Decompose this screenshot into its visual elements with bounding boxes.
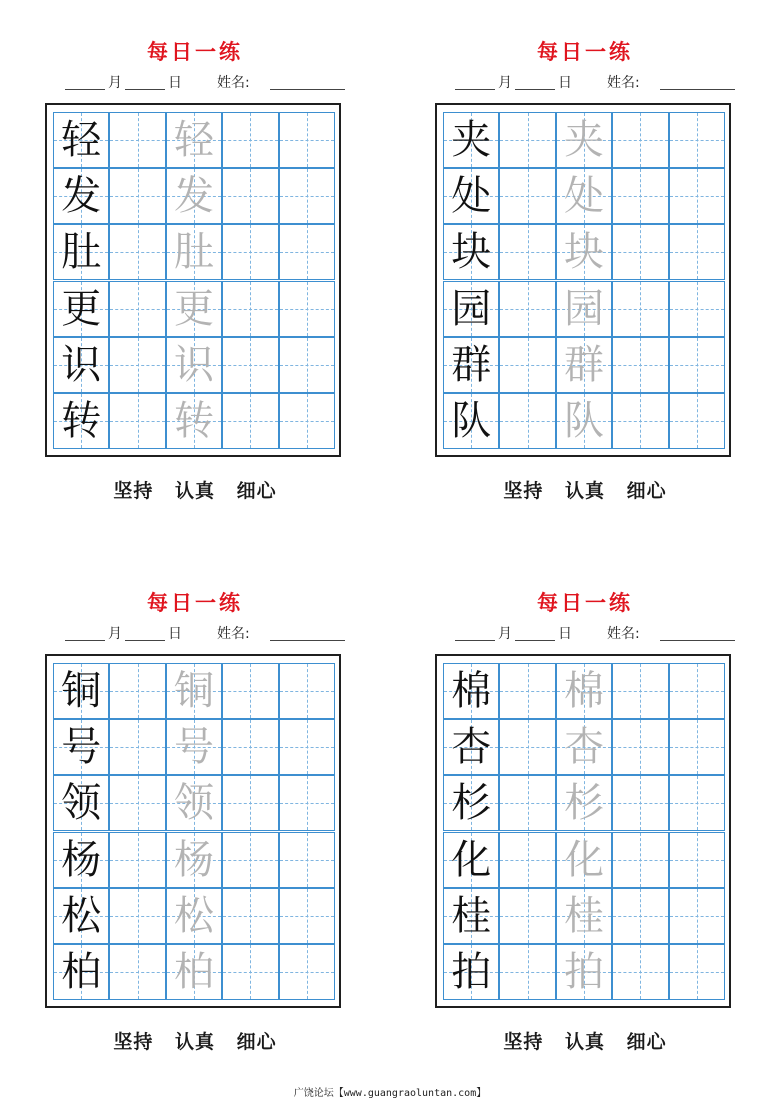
tian-grid-cell[interactable] bbox=[109, 832, 165, 888]
cell-guide-horizontal bbox=[613, 972, 667, 973]
writing-grid bbox=[435, 654, 731, 1008]
tian-grid-cell[interactable] bbox=[109, 775, 165, 831]
trace-character: 肚 bbox=[173, 229, 214, 276]
cell-guide-horizontal bbox=[613, 252, 667, 253]
name-label: 姓名: bbox=[217, 626, 250, 642]
trace-character: 棉 bbox=[563, 668, 604, 715]
tian-grid-cell bbox=[53, 112, 109, 168]
tian-grid-cell bbox=[53, 775, 109, 831]
trace-character: 杨 bbox=[173, 836, 214, 883]
trace-character: 轻 bbox=[173, 117, 214, 164]
cell-guide-horizontal bbox=[500, 747, 554, 748]
tian-grid-cell bbox=[556, 112, 612, 168]
tian-grid-cell[interactable] bbox=[669, 112, 725, 168]
date-name-line bbox=[65, 623, 355, 643]
tian-grid-cell[interactable] bbox=[279, 719, 335, 775]
tian-grid-cell bbox=[443, 663, 499, 719]
month-blank[interactable] bbox=[455, 89, 495, 90]
tian-grid-cell[interactable] bbox=[669, 168, 725, 224]
tian-grid-cell[interactable] bbox=[612, 224, 668, 280]
tian-grid-cell bbox=[443, 832, 499, 888]
tian-grid-cell[interactable] bbox=[222, 393, 278, 449]
cell-guide-horizontal bbox=[110, 365, 164, 366]
tian-grid-cell[interactable] bbox=[669, 393, 725, 449]
name-blank[interactable] bbox=[270, 89, 345, 90]
cell-guide-horizontal bbox=[613, 747, 667, 748]
trace-character: 块 bbox=[563, 229, 604, 276]
tian-grid-cell[interactable] bbox=[499, 832, 555, 888]
cell-guide-horizontal bbox=[613, 916, 667, 917]
tian-grid-cell bbox=[556, 281, 612, 337]
motto: 坚持 认真 细心 bbox=[503, 1031, 667, 1053]
cell-guide-horizontal bbox=[110, 252, 164, 253]
tian-grid-cell bbox=[443, 281, 499, 337]
model-character: 块 bbox=[451, 229, 492, 276]
cell-guide-horizontal bbox=[280, 309, 334, 310]
tian-grid-cell[interactable] bbox=[669, 663, 725, 719]
tian-grid-cell[interactable] bbox=[499, 281, 555, 337]
cell-guide-horizontal bbox=[280, 140, 334, 141]
model-character: 化 bbox=[451, 836, 492, 883]
tian-grid-cell bbox=[443, 719, 499, 775]
cell-guide-horizontal bbox=[500, 140, 554, 141]
date-name-line bbox=[455, 72, 745, 92]
tian-grid-cell bbox=[53, 663, 109, 719]
practice-sheet bbox=[45, 0, 345, 502]
model-character: 夹 bbox=[451, 117, 492, 164]
model-character: 轻 bbox=[61, 117, 102, 164]
trace-character: 群 bbox=[563, 341, 604, 388]
tian-grid-cell[interactable] bbox=[612, 393, 668, 449]
trace-character: 化 bbox=[563, 836, 604, 883]
cell-guide-horizontal bbox=[500, 421, 554, 422]
cell-guide-horizontal bbox=[613, 860, 667, 861]
tian-grid-cell[interactable] bbox=[109, 719, 165, 775]
tian-grid-cell bbox=[443, 112, 499, 168]
tian-grid-cell[interactable] bbox=[499, 112, 555, 168]
tian-grid-cell[interactable] bbox=[499, 337, 555, 393]
cell-guide-horizontal bbox=[223, 196, 277, 197]
tian-grid-cell bbox=[556, 832, 612, 888]
cell-guide-horizontal bbox=[280, 916, 334, 917]
tian-grid-cell[interactable] bbox=[279, 224, 335, 280]
cell-guide-horizontal bbox=[613, 421, 667, 422]
month-blank[interactable] bbox=[65, 89, 105, 90]
practice-sheet bbox=[435, 0, 735, 502]
trace-character: 转 bbox=[173, 397, 214, 444]
model-character: 柏 bbox=[61, 948, 102, 995]
tian-grid-cell[interactable] bbox=[109, 393, 165, 449]
tian-grid-cell[interactable] bbox=[279, 168, 335, 224]
tian-grid-cell bbox=[53, 944, 109, 1000]
trace-character: 识 bbox=[173, 341, 214, 388]
tian-grid-cell[interactable] bbox=[222, 224, 278, 280]
cell-guide-horizontal bbox=[110, 140, 164, 141]
cell-guide-horizontal bbox=[670, 972, 724, 973]
cell-guide-horizontal bbox=[223, 916, 277, 917]
month-label: 月 bbox=[108, 75, 122, 91]
tian-grid-cell[interactable] bbox=[222, 719, 278, 775]
writing-grid bbox=[45, 654, 341, 1008]
motto: 坚持 认真 细心 bbox=[113, 480, 277, 502]
cell-guide-horizontal bbox=[280, 421, 334, 422]
model-character: 肚 bbox=[61, 229, 102, 276]
motto: 坚持 认真 细心 bbox=[503, 480, 667, 502]
tian-grid-cell[interactable] bbox=[612, 281, 668, 337]
model-character: 园 bbox=[451, 285, 492, 332]
trace-character: 发 bbox=[173, 173, 214, 220]
month-blank[interactable] bbox=[455, 640, 495, 641]
trace-character: 园 bbox=[563, 285, 604, 332]
tian-grid-cell[interactable] bbox=[279, 775, 335, 831]
trace-character: 领 bbox=[173, 780, 214, 827]
name-label: 姓名: bbox=[217, 75, 250, 91]
month-label: 月 bbox=[108, 626, 122, 642]
trace-character: 杏 bbox=[563, 724, 604, 771]
tian-grid-cell bbox=[53, 224, 109, 280]
tian-grid-cell[interactable] bbox=[109, 337, 165, 393]
cell-guide-horizontal bbox=[110, 803, 164, 804]
cell-guide-horizontal bbox=[613, 309, 667, 310]
tian-grid-cell bbox=[53, 168, 109, 224]
sheet-title: 每日一练 bbox=[147, 40, 243, 64]
cell-guide-horizontal bbox=[223, 140, 277, 141]
cell-guide-horizontal bbox=[280, 860, 334, 861]
cell-guide-horizontal bbox=[670, 860, 724, 861]
tian-grid-cell bbox=[166, 112, 222, 168]
cell-guide-horizontal bbox=[280, 196, 334, 197]
model-character: 棉 bbox=[451, 668, 492, 715]
practice-sheet bbox=[435, 551, 735, 1053]
cell-guide-horizontal bbox=[670, 691, 724, 692]
tian-grid-cell[interactable] bbox=[499, 944, 555, 1000]
cell-guide-horizontal bbox=[110, 747, 164, 748]
cell-guide-horizontal bbox=[280, 365, 334, 366]
day-label: 日 bbox=[168, 75, 182, 91]
cell-guide-horizontal bbox=[223, 309, 277, 310]
cell-guide-horizontal bbox=[670, 803, 724, 804]
cell-guide-horizontal bbox=[500, 309, 554, 310]
tian-grid-cell[interactable] bbox=[669, 337, 725, 393]
cell-guide-horizontal bbox=[670, 365, 724, 366]
model-character: 杉 bbox=[451, 780, 492, 827]
tian-grid-cell bbox=[443, 224, 499, 280]
tian-grid-cell[interactable] bbox=[612, 337, 668, 393]
cell-guide-horizontal bbox=[613, 140, 667, 141]
name-blank[interactable] bbox=[660, 640, 735, 641]
tian-grid-cell[interactable] bbox=[279, 832, 335, 888]
trace-character: 队 bbox=[563, 397, 604, 444]
cell-guide-horizontal bbox=[223, 747, 277, 748]
month-label: 月 bbox=[498, 75, 512, 91]
tian-grid-cell[interactable] bbox=[669, 775, 725, 831]
tian-grid-cell[interactable] bbox=[279, 888, 335, 944]
model-character: 更 bbox=[61, 285, 102, 332]
tian-grid-cell[interactable] bbox=[499, 775, 555, 831]
model-character: 领 bbox=[61, 780, 102, 827]
day-blank[interactable] bbox=[125, 640, 165, 641]
cell-guide-horizontal bbox=[280, 972, 334, 973]
model-character: 群 bbox=[451, 341, 492, 388]
tian-grid-cell bbox=[556, 224, 612, 280]
name-label: 姓名: bbox=[607, 626, 640, 642]
tian-grid-cell bbox=[443, 393, 499, 449]
tian-grid-cell bbox=[556, 663, 612, 719]
tian-grid-cell bbox=[53, 888, 109, 944]
trace-character: 柏 bbox=[173, 948, 214, 995]
model-character: 杏 bbox=[451, 724, 492, 771]
trace-character: 夹 bbox=[563, 117, 604, 164]
cell-guide-horizontal bbox=[280, 252, 334, 253]
practice-sheet bbox=[45, 551, 345, 1053]
model-character: 杨 bbox=[61, 836, 102, 883]
cell-guide-horizontal bbox=[280, 691, 334, 692]
tian-grid-cell[interactable] bbox=[222, 112, 278, 168]
cell-guide-horizontal bbox=[223, 691, 277, 692]
cell-guide-horizontal bbox=[670, 309, 724, 310]
date-name-line bbox=[455, 623, 745, 643]
tian-grid-cell[interactable] bbox=[109, 663, 165, 719]
model-character: 队 bbox=[451, 397, 492, 444]
tian-grid-cell[interactable] bbox=[109, 224, 165, 280]
tian-grid-cell bbox=[166, 337, 222, 393]
tian-grid-cell[interactable] bbox=[109, 281, 165, 337]
cell-guide-horizontal bbox=[670, 916, 724, 917]
tian-grid-cell[interactable] bbox=[612, 888, 668, 944]
day-blank[interactable] bbox=[515, 89, 555, 90]
tian-grid-cell bbox=[166, 775, 222, 831]
cell-guide-horizontal bbox=[500, 916, 554, 917]
tian-grid-cell bbox=[53, 832, 109, 888]
tian-grid-cell[interactable] bbox=[499, 393, 555, 449]
model-character: 号 bbox=[61, 724, 102, 771]
tian-grid-cell[interactable] bbox=[612, 775, 668, 831]
tian-grid-cell[interactable] bbox=[279, 337, 335, 393]
cell-guide-horizontal bbox=[110, 972, 164, 973]
tian-grid-cell bbox=[556, 888, 612, 944]
cell-guide-horizontal bbox=[280, 747, 334, 748]
writing-grid bbox=[435, 103, 731, 457]
cell-guide-horizontal bbox=[613, 803, 667, 804]
tian-grid-cell[interactable] bbox=[612, 663, 668, 719]
cell-guide-horizontal bbox=[670, 140, 724, 141]
cell-guide-horizontal bbox=[670, 747, 724, 748]
day-blank[interactable] bbox=[125, 89, 165, 90]
name-blank[interactable] bbox=[270, 640, 345, 641]
model-character: 桂 bbox=[451, 892, 492, 939]
tian-grid-cell[interactable] bbox=[669, 832, 725, 888]
trace-character: 号 bbox=[173, 724, 214, 771]
tian-grid-cell bbox=[443, 888, 499, 944]
tian-grid-cell[interactable] bbox=[109, 112, 165, 168]
cell-guide-horizontal bbox=[500, 691, 554, 692]
sheet-title: 每日一练 bbox=[537, 591, 633, 615]
model-character: 松 bbox=[61, 892, 102, 939]
tian-grid-cell[interactable] bbox=[222, 281, 278, 337]
cell-guide-horizontal bbox=[670, 421, 724, 422]
trace-character: 铜 bbox=[173, 668, 214, 715]
model-character: 铜 bbox=[61, 668, 102, 715]
day-label: 日 bbox=[558, 626, 572, 642]
footer bbox=[0, 1084, 780, 1099]
tian-grid-cell bbox=[443, 775, 499, 831]
trace-character: 桂 bbox=[563, 892, 604, 939]
footer-site-name: 广饶论坛 bbox=[293, 1088, 334, 1099]
tian-grid-cell bbox=[53, 281, 109, 337]
tian-grid-cell[interactable] bbox=[612, 944, 668, 1000]
cell-guide-horizontal bbox=[280, 803, 334, 804]
tian-grid-cell[interactable] bbox=[109, 944, 165, 1000]
tian-grid-cell[interactable] bbox=[669, 281, 725, 337]
tian-grid-cell bbox=[556, 775, 612, 831]
month-label: 月 bbox=[498, 626, 512, 642]
month-blank[interactable] bbox=[65, 640, 105, 641]
tian-grid-cell[interactable] bbox=[499, 663, 555, 719]
cell-guide-horizontal bbox=[110, 860, 164, 861]
tian-grid-cell[interactable] bbox=[612, 832, 668, 888]
tian-grid-cell[interactable] bbox=[222, 663, 278, 719]
tian-grid-cell[interactable] bbox=[222, 775, 278, 831]
tian-grid-cell bbox=[443, 944, 499, 1000]
tian-grid-cell bbox=[166, 832, 222, 888]
tian-grid-cell bbox=[443, 337, 499, 393]
tian-grid-cell[interactable] bbox=[279, 281, 335, 337]
tian-grid-cell[interactable] bbox=[499, 719, 555, 775]
tian-grid-cell[interactable] bbox=[499, 224, 555, 280]
cell-guide-horizontal bbox=[110, 691, 164, 692]
cell-guide-horizontal bbox=[223, 972, 277, 973]
tian-grid-cell bbox=[556, 719, 612, 775]
footer-url: 【www.guangraoluntan.com】 bbox=[333, 1088, 487, 1099]
writing-grid bbox=[45, 103, 341, 457]
cell-guide-horizontal bbox=[223, 803, 277, 804]
cell-guide-horizontal bbox=[110, 421, 164, 422]
day-label: 日 bbox=[168, 626, 182, 642]
tian-grid-cell[interactable] bbox=[222, 888, 278, 944]
cell-guide-horizontal bbox=[110, 916, 164, 917]
tian-grid-cell[interactable] bbox=[499, 888, 555, 944]
tian-grid-cell[interactable] bbox=[669, 944, 725, 1000]
sheet-title: 每日一练 bbox=[147, 591, 243, 615]
cell-guide-horizontal bbox=[110, 309, 164, 310]
trace-character: 处 bbox=[563, 173, 604, 220]
cell-guide-horizontal bbox=[613, 691, 667, 692]
cell-guide-horizontal bbox=[223, 421, 277, 422]
model-character: 转 bbox=[61, 397, 102, 444]
name-blank[interactable] bbox=[660, 89, 735, 90]
tian-grid-cell bbox=[443, 168, 499, 224]
tian-grid-cell[interactable] bbox=[669, 224, 725, 280]
model-character: 处 bbox=[451, 173, 492, 220]
tian-grid-cell[interactable] bbox=[279, 663, 335, 719]
tian-grid-cell[interactable] bbox=[222, 832, 278, 888]
tian-grid-cell[interactable] bbox=[612, 112, 668, 168]
tian-grid-cell bbox=[166, 224, 222, 280]
tian-grid-cell[interactable] bbox=[279, 944, 335, 1000]
tian-grid-cell bbox=[53, 719, 109, 775]
tian-grid-cell[interactable] bbox=[222, 944, 278, 1000]
tian-grid-cell[interactable] bbox=[279, 112, 335, 168]
tian-grid-cell bbox=[166, 393, 222, 449]
motto: 坚持 认真 细心 bbox=[113, 1031, 277, 1053]
cell-guide-horizontal bbox=[500, 196, 554, 197]
model-character: 识 bbox=[61, 341, 102, 388]
cell-guide-horizontal bbox=[500, 252, 554, 253]
cell-guide-horizontal bbox=[223, 860, 277, 861]
cell-guide-horizontal bbox=[110, 196, 164, 197]
tian-grid-cell bbox=[556, 168, 612, 224]
tian-grid-cell bbox=[556, 944, 612, 1000]
day-label: 日 bbox=[558, 75, 572, 91]
model-character: 发 bbox=[61, 173, 102, 220]
cell-guide-horizontal bbox=[500, 803, 554, 804]
tian-grid-cell bbox=[53, 337, 109, 393]
cell-guide-horizontal bbox=[613, 196, 667, 197]
cell-guide-horizontal bbox=[223, 365, 277, 366]
tian-grid-cell[interactable] bbox=[669, 719, 725, 775]
cell-guide-horizontal bbox=[613, 365, 667, 366]
tian-grid-cell bbox=[556, 393, 612, 449]
tian-grid-cell[interactable] bbox=[109, 888, 165, 944]
tian-grid-cell[interactable] bbox=[279, 393, 335, 449]
day-blank[interactable] bbox=[515, 640, 555, 641]
cell-guide-horizontal bbox=[500, 972, 554, 973]
cell-guide-horizontal bbox=[500, 860, 554, 861]
date-name-line bbox=[65, 72, 355, 92]
tian-grid-cell[interactable] bbox=[222, 337, 278, 393]
cell-guide-horizontal bbox=[223, 252, 277, 253]
tian-grid-cell bbox=[53, 393, 109, 449]
model-character: 拍 bbox=[451, 948, 492, 995]
cell-guide-horizontal bbox=[500, 365, 554, 366]
tian-grid-cell bbox=[166, 888, 222, 944]
cell-guide-horizontal bbox=[670, 196, 724, 197]
tian-grid-cell[interactable] bbox=[109, 168, 165, 224]
tian-grid-cell[interactable] bbox=[222, 168, 278, 224]
trace-character: 更 bbox=[173, 285, 214, 332]
tian-grid-cell bbox=[166, 719, 222, 775]
tian-grid-cell[interactable] bbox=[669, 888, 725, 944]
tian-grid-cell bbox=[166, 168, 222, 224]
sheet-title: 每日一练 bbox=[537, 40, 633, 64]
tian-grid-cell bbox=[166, 281, 222, 337]
trace-character: 松 bbox=[173, 892, 214, 939]
trace-character: 杉 bbox=[563, 780, 604, 827]
trace-character: 拍 bbox=[563, 948, 604, 995]
name-label: 姓名: bbox=[607, 75, 640, 91]
tian-grid-cell[interactable] bbox=[612, 168, 668, 224]
tian-grid-cell[interactable] bbox=[499, 168, 555, 224]
tian-grid-cell bbox=[556, 337, 612, 393]
tian-grid-cell bbox=[166, 663, 222, 719]
cell-guide-horizontal bbox=[670, 252, 724, 253]
tian-grid-cell bbox=[166, 944, 222, 1000]
tian-grid-cell[interactable] bbox=[612, 719, 668, 775]
